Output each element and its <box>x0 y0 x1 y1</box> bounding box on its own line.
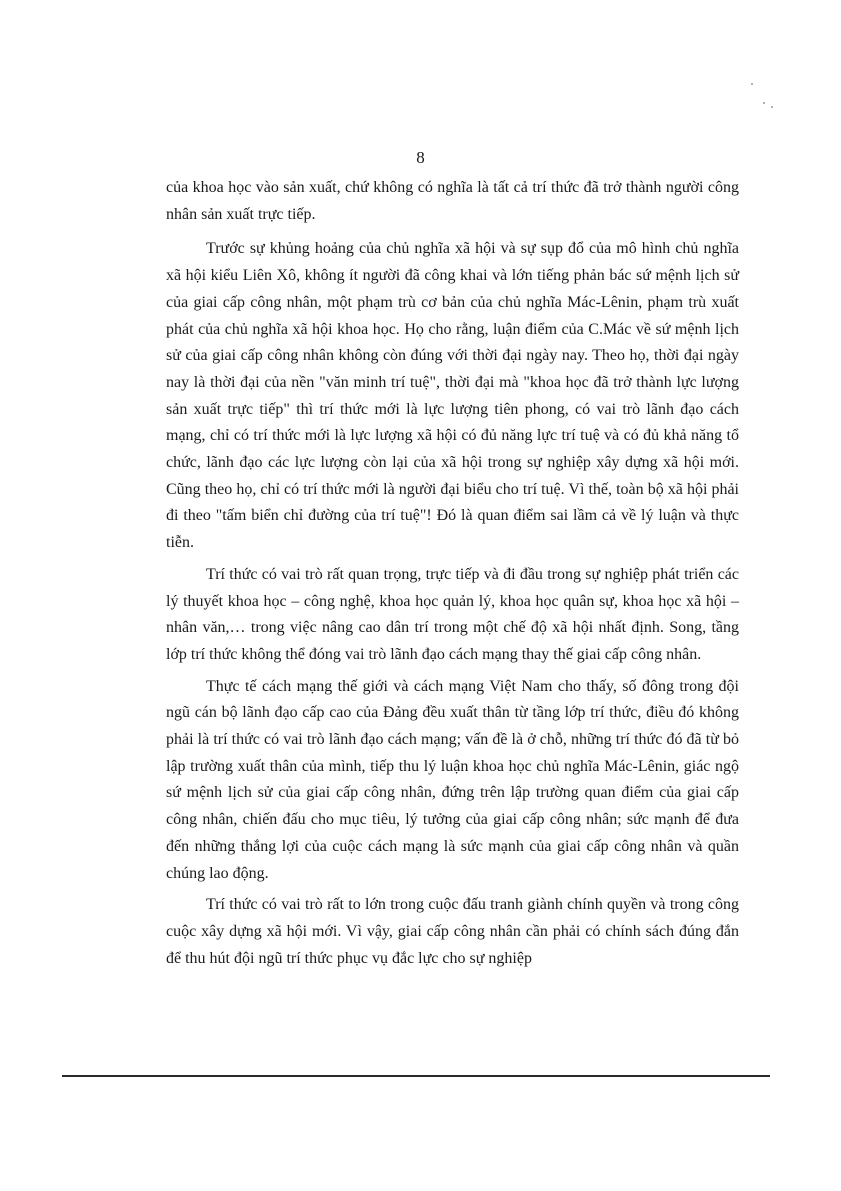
page-number: 8 <box>416 148 425 167</box>
scan-speck <box>763 102 765 104</box>
scan-speck <box>751 83 753 85</box>
paragraph-continuation: của khoa học vào sản xuất, chứ không có nghĩa là tất cả trí thức đã trở thành người công nhân sản xuất trực tiếp. <box>166 179 739 223</box>
paragraph: Trí thức có vai trò rất quan trọng, trực tiếp và đi đầu trong sự nghiệp phát triển các lý thuyết khoa học – công nghệ, khoa học quản lý, khoa học quân sự, khoa học xã hội – nhân văn,… trong việc nâng cao dân trí trong một chế độ xã hội nhất định. Song, tầng lớp trí thức không thể đóng vai trò lãnh đạo cách mạng thay thế giai cấp công nhân. <box>166 565 739 663</box>
body-text <box>166 175 739 977</box>
footer-rule <box>62 1075 770 1077</box>
scan-speck <box>771 106 773 108</box>
paragraph: Trước sự khủng hoảng của chủ nghĩa xã hội và sự sụp đổ của mô hình chủ nghĩa xã hội kiểu Liên Xô, không ít người đã công khai và lớn tiếng phản bác sứ mệnh lịch sử của giai cấp công nhân, một phạm trù cơ bản của chủ nghĩa Mác-Lênin, phạm trù xuất phát của chủ nghĩa xã hội khoa học. Họ cho rằng, luận điểm của C.Mác về sứ mệnh lịch sử của giai cấp công nhân không còn đúng với thời đại ngày nay. Theo họ, thời đại ngày nay là thời đại của nền "văn minh trí tuệ", thời đại mà "khoa học đã trở thành lực lượng sản xuất trực tiếp" thì trí thức mới là lực lượng tiên phong, có vai trò lãnh đạo cách mạng, chỉ có trí thức mới là lực lượng xã hội có đủ năng lực trí tuệ và có đủ khả năng tổ chức, lãnh đạo các lực lượng còn lại của xã hội trong sự nghiệp xây dựng xã hội mới. Cũng theo họ, chỉ có trí thức mới là người đại biểu cho trí tuệ. Vì thế, toàn bộ xã hội phải đi theo "tấm biển chỉ đường của trí tuệ"! Đó là quan điểm sai lầm cả về lý luận và thực tiễn. <box>166 240 739 552</box>
paragraph: Thực tế cách mạng thế giới và cách mạng Việt Nam cho thấy, số đông trong đội ngũ cán bộ lãnh đạo cấp cao của Đảng đều xuất thân từ tầng lớp trí thức, điều đó không phải là trí thức có vai trò lãnh đạo cách mạng; vấn đề là ở chỗ, những trí thức đó đã từ bỏ lập trường xuất thân của mình, tiếp thu lý luận khoa học chủ nghĩa Mác-Lênin, giác ngộ sứ mệnh lịch sử của giai cấp công nhân, đứng trên lập trường quan điểm của giai cấp công nhân, chiến đấu cho mục tiêu, lý tưởng của giai cấp công nhân; sức mạnh để đưa đến những thắng lợi của cuộc cách mạng là sức mạnh của giai cấp công nhân và quần chúng lao động. <box>166 677 739 882</box>
paragraph: Trí thức có vai trò rất to lớn trong cuộc đấu tranh giành chính quyền và trong công cuộc xây dựng xã hội mới. Vì vậy, giai cấp công nhân cần phải có chính sách đúng đắn để thu hút đội ngũ trí thức phục vụ đắc lực cho sự nghiệp <box>166 896 739 967</box>
